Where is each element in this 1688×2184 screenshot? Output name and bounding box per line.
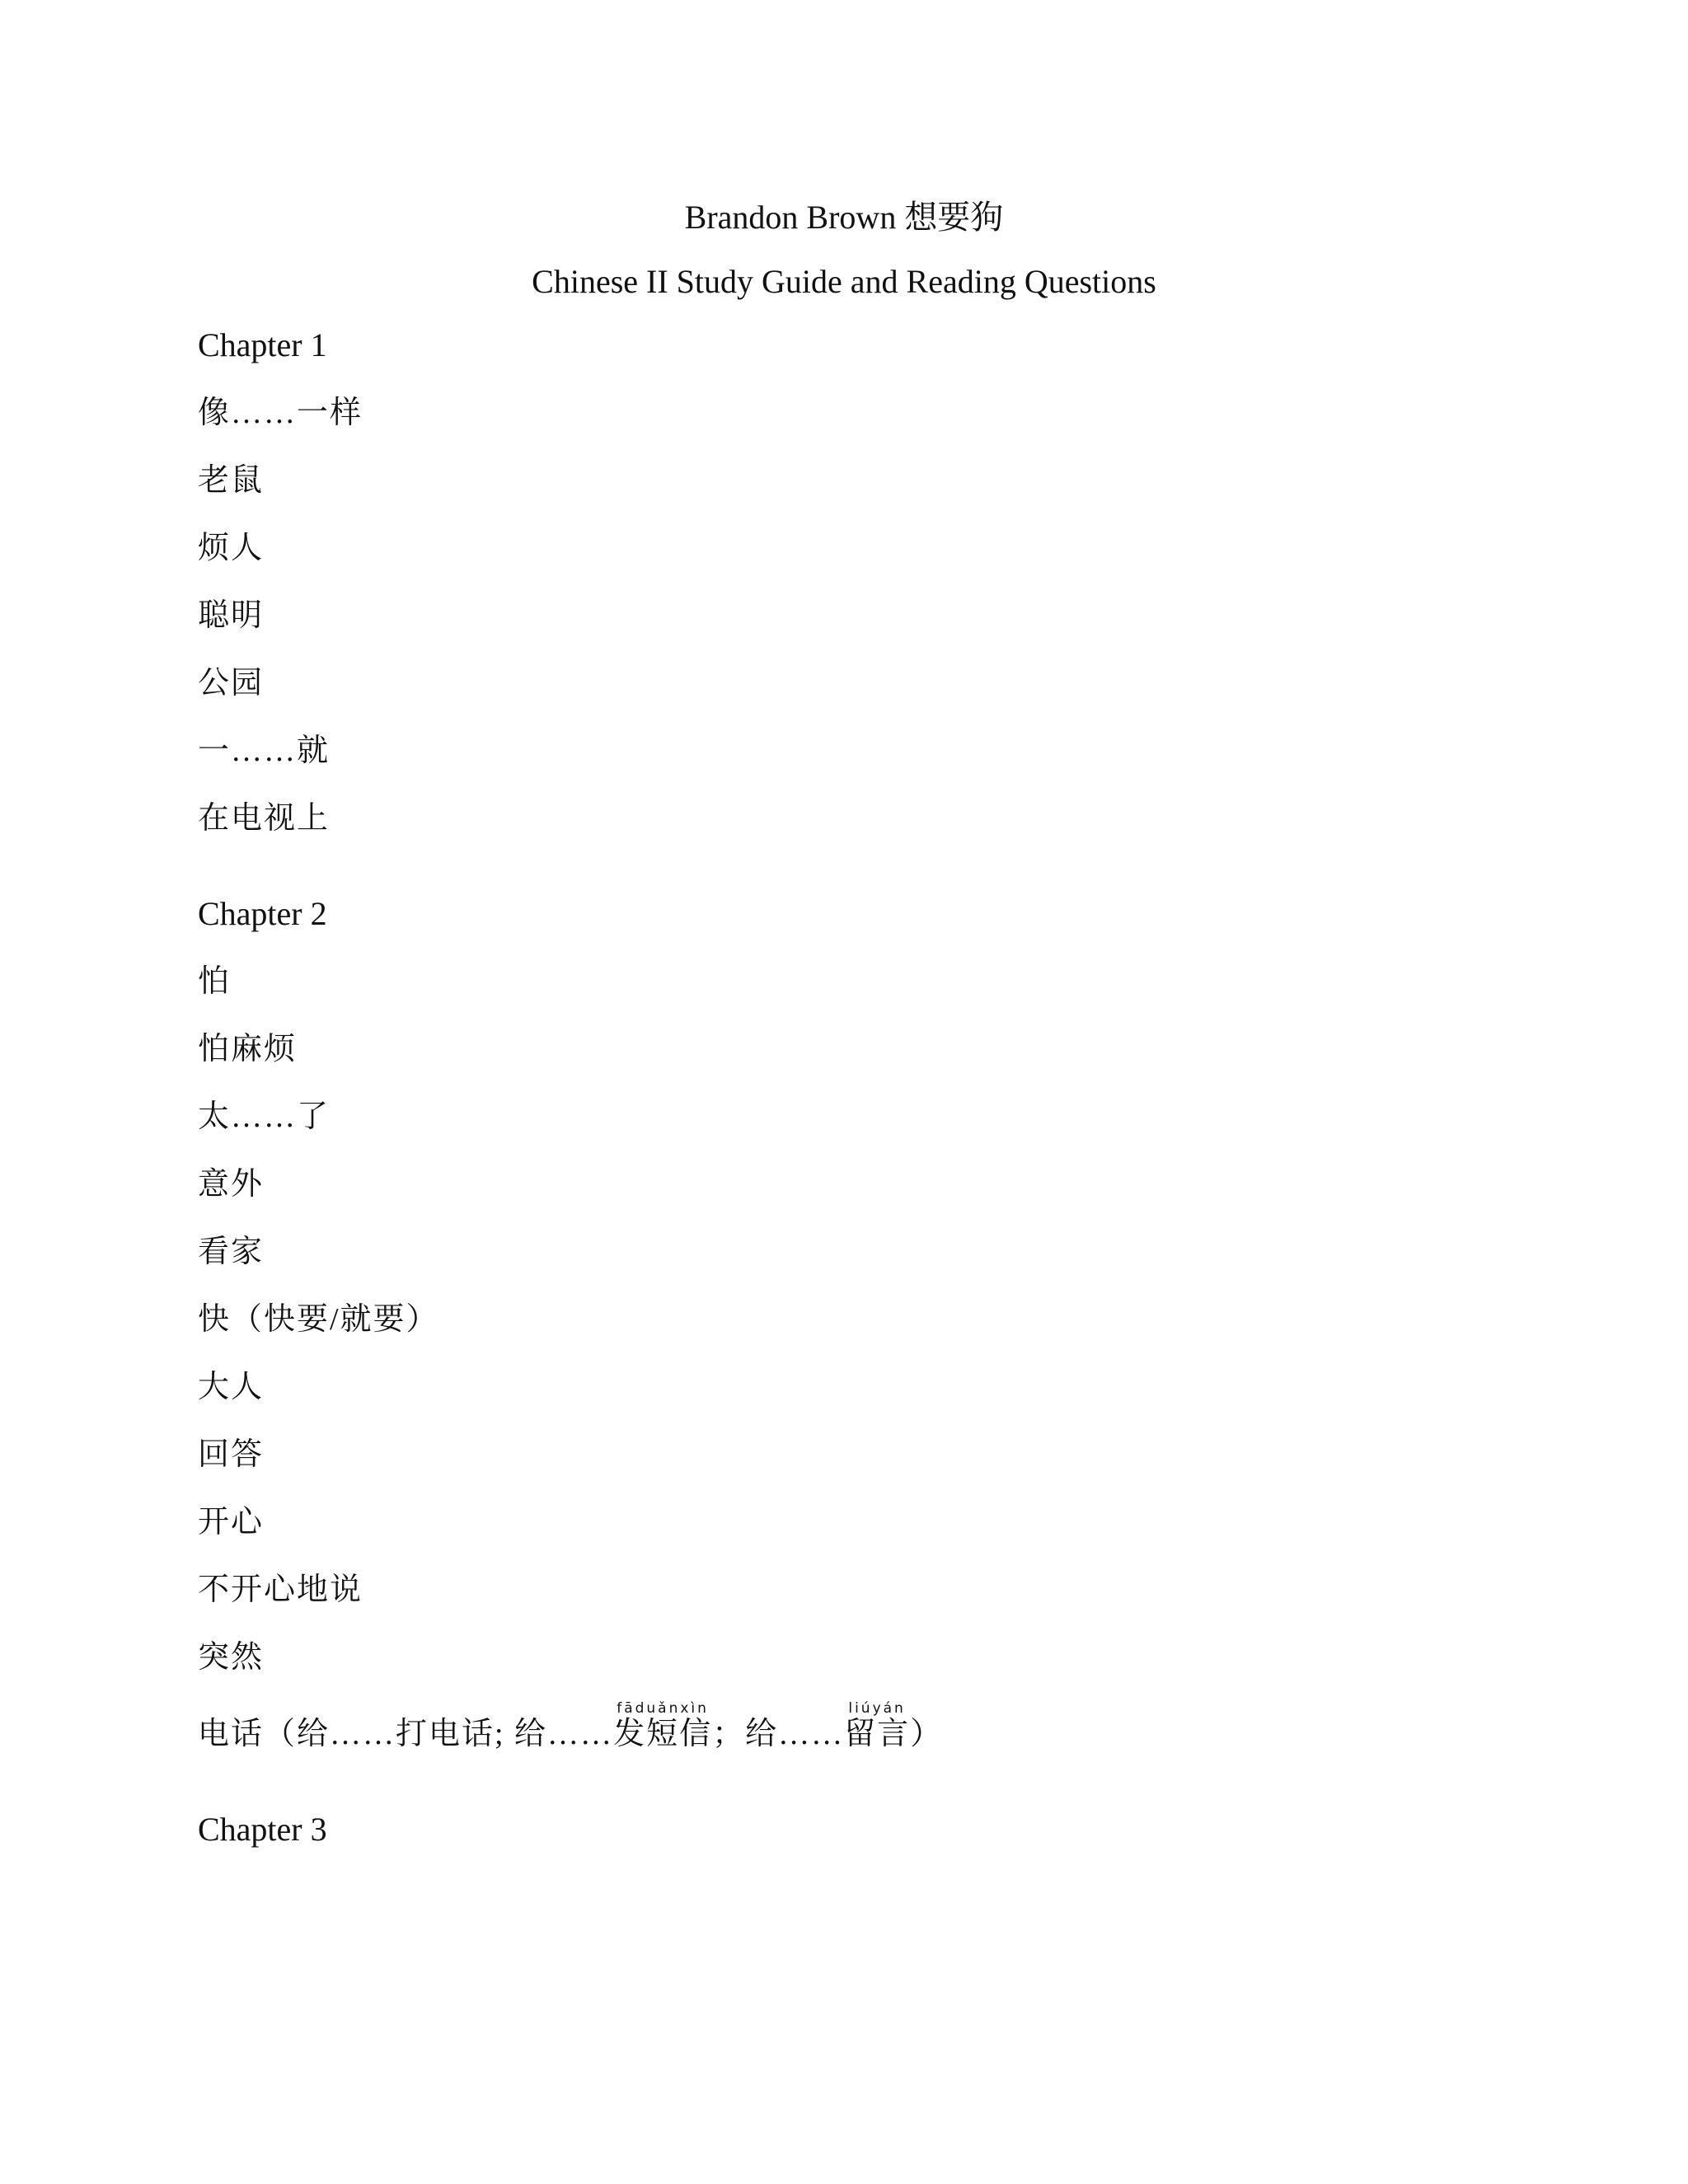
vocab-item: 怕 bbox=[198, 964, 232, 999]
ruby-base-fa-duanxin: 发短信 bbox=[613, 1717, 713, 1751]
study-guide-content bbox=[198, 326, 1517, 1849]
chapter-3-heading: Chapter 3 bbox=[198, 1811, 327, 1848]
vocab-item: 烦人 bbox=[198, 531, 265, 565]
vocab-item: 聪明 bbox=[198, 598, 265, 633]
vocab-item: 看家 bbox=[198, 1235, 265, 1269]
phone-text-part-3: ） bbox=[910, 1717, 944, 1751]
vocab-item: 怕麻烦 bbox=[198, 1032, 298, 1066]
chapter-1-heading: Chapter 1 bbox=[198, 326, 327, 363]
chapter-3-section bbox=[198, 1810, 1517, 1849]
vocab-item: 开心 bbox=[198, 1505, 265, 1540]
vocab-item: 回答 bbox=[198, 1437, 265, 1472]
phone-text-part-2: ；给…… bbox=[712, 1717, 845, 1751]
ruby-liuyan bbox=[844, 1700, 911, 1751]
vocab-item-phone-expressions bbox=[198, 1702, 1517, 1754]
ruby-base-liuyan: 留言 bbox=[844, 1717, 911, 1751]
section-spacer bbox=[198, 1754, 1517, 1810]
document-title: Brandon Brown 想要狗 bbox=[684, 199, 1004, 236]
document-subtitle: Chinese II Study Guide and Reading Questions bbox=[532, 263, 1156, 300]
vocab-item: 意外 bbox=[198, 1167, 265, 1202]
vocab-item: 突然 bbox=[198, 1640, 265, 1675]
ruby-fa-duanxin bbox=[613, 1700, 713, 1751]
vocab-item: 公园 bbox=[198, 666, 265, 701]
phone-text-part-1: 电话（给……打电话; 给…… bbox=[198, 1717, 614, 1751]
pinyin-fa-duanxin: fāduǎnxìn bbox=[613, 1700, 713, 1717]
vocab-item: 不开心地说 bbox=[198, 1572, 363, 1607]
vocab-item: 老鼠 bbox=[198, 463, 265, 498]
section-spacer bbox=[198, 838, 1517, 894]
vocab-item: 像……一样 bbox=[198, 396, 363, 430]
vocab-item: 在电视上 bbox=[198, 801, 331, 836]
chapter-2-heading: Chapter 2 bbox=[198, 895, 327, 932]
chapter-1-vocab-list bbox=[198, 393, 1517, 838]
vocab-item: 大人 bbox=[198, 1370, 265, 1404]
vocab-item: 快（快要/就要） bbox=[198, 1302, 439, 1337]
vocab-item: 太……了 bbox=[198, 1099, 331, 1134]
chapter-1-section bbox=[198, 326, 1517, 838]
chapter-2-vocab-list bbox=[198, 962, 1517, 1754]
chapter-2-section bbox=[198, 894, 1517, 1754]
vocab-item: 一……就 bbox=[198, 733, 331, 768]
pinyin-liuyan: liúyán bbox=[844, 1700, 911, 1717]
